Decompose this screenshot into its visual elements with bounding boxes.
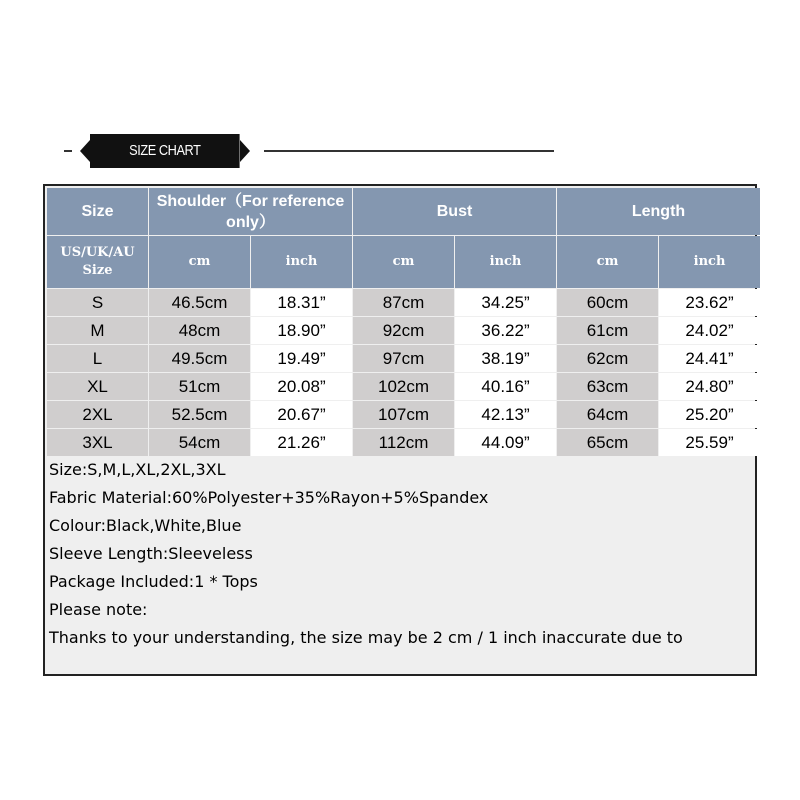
table-row [47, 345, 760, 372]
header-bust: Bust [353, 188, 556, 235]
banner-right-notch [240, 140, 250, 162]
cell-bust-cm: 102cm [353, 373, 454, 400]
cell-length-inch: 24.80” [659, 373, 760, 400]
table-row [47, 373, 760, 400]
size-chart-banner [60, 130, 560, 172]
cell-shoulder-inch: 18.90” [251, 317, 352, 344]
cell-length-cm: 63cm [557, 373, 658, 400]
header-shoulder-cm: cm [149, 236, 250, 288]
cell-shoulder-cm: 48cm [149, 317, 250, 344]
cell-bust-inch: 38.19” [455, 345, 556, 372]
cell-shoulder-inch: 21.26” [251, 429, 352, 456]
cell-bust-inch: 34.25” [455, 289, 556, 316]
note-package: Package Included:1 * Tops [49, 572, 258, 591]
cell-length-inch: 24.41” [659, 345, 760, 372]
cell-size: M [47, 317, 148, 344]
cell-size: 2XL [47, 401, 148, 428]
cell-length-cm: 62cm [557, 345, 658, 372]
banner-title: SIZE CHART [90, 134, 240, 168]
header-size-region: US/UK/AU Size [47, 236, 148, 288]
cell-length-cm: 60cm [557, 289, 658, 316]
table-row [47, 317, 760, 344]
note-sleeve: Sleeve Length:Sleeveless [49, 544, 253, 563]
cell-size: XL [47, 373, 148, 400]
cell-size: L [47, 345, 148, 372]
cell-bust-cm: 112cm [353, 429, 454, 456]
cell-shoulder-inch: 18.31” [251, 289, 352, 316]
cell-shoulder-inch: 20.08” [251, 373, 352, 400]
size-table [46, 187, 761, 457]
cell-length-cm: 61cm [557, 317, 658, 344]
header-size: Size [47, 188, 148, 235]
cell-length-inch: 23.62” [659, 289, 760, 316]
cell-shoulder-cm: 52.5cm [149, 401, 250, 428]
header-row-units [47, 236, 760, 288]
header-length-inch: inch [659, 236, 760, 288]
note-please-note: Please note: [49, 600, 148, 619]
cell-bust-cm: 87cm [353, 289, 454, 316]
size-chart-frame [43, 184, 757, 676]
cell-shoulder-cm: 46.5cm [149, 289, 250, 316]
cell-bust-inch: 42.13” [455, 401, 556, 428]
table-row [47, 429, 760, 456]
cell-length-inch: 24.02” [659, 317, 760, 344]
header-length-cm: cm [557, 236, 658, 288]
cell-length-cm: 65cm [557, 429, 658, 456]
cell-length-inch: 25.59” [659, 429, 760, 456]
header-bust-inch: inch [455, 236, 556, 288]
header-length: Length [557, 188, 760, 235]
cell-bust-inch: 44.09” [455, 429, 556, 456]
cell-shoulder-cm: 51cm [149, 373, 250, 400]
table-row [47, 401, 760, 428]
cell-shoulder-cm: 54cm [149, 429, 250, 456]
cell-bust-inch: 40.16” [455, 373, 556, 400]
cell-bust-cm: 97cm [353, 345, 454, 372]
cell-bust-cm: 107cm [353, 401, 454, 428]
note-sizes: Size:S,M,L,XL,2XL,3XL [49, 460, 226, 479]
cell-length-inch: 25.20” [659, 401, 760, 428]
table-row [47, 289, 760, 316]
product-notes [49, 456, 683, 652]
cell-bust-cm: 92cm [353, 317, 454, 344]
cell-shoulder-inch: 20.67” [251, 401, 352, 428]
banner-dash [64, 150, 72, 152]
banner-left-notch [80, 140, 90, 162]
cell-shoulder-inch: 19.49” [251, 345, 352, 372]
note-fabric: Fabric Material:60%Polyester+35%Rayon+5%Spandex [49, 488, 489, 507]
cell-size: 3XL [47, 429, 148, 456]
cell-shoulder-cm: 49.5cm [149, 345, 250, 372]
header-shoulder-inch: inch [251, 236, 352, 288]
cell-size: S [47, 289, 148, 316]
header-bust-cm: cm [353, 236, 454, 288]
cell-bust-inch: 36.22” [455, 317, 556, 344]
header-shoulder: Shoulder（For reference only） [149, 188, 352, 235]
cell-length-cm: 64cm [557, 401, 658, 428]
header-row-groups [47, 188, 760, 235]
note-colour: Colour:Black,White,Blue [49, 516, 242, 535]
note-accuracy: Thanks to your understanding, the size may be 2 cm / 1 inch inaccurate due to [49, 628, 683, 647]
banner-rule [264, 150, 554, 152]
